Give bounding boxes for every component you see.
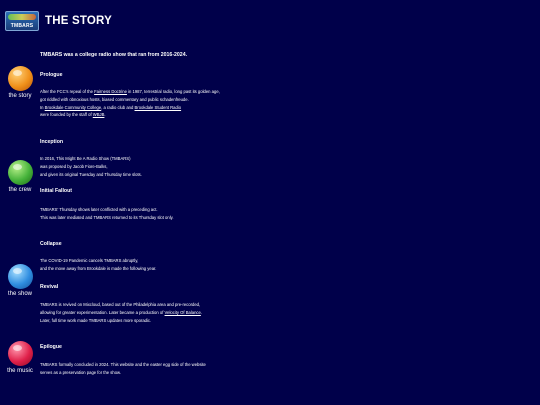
section-body-epilogue xyxy=(40,361,206,377)
text: allowing for greater experimentation. Later became a production of xyxy=(40,309,165,315)
page-title: THE STORY xyxy=(45,15,112,27)
text: . xyxy=(104,112,106,118)
nav-label: the music xyxy=(7,368,33,374)
nav-item-the-story[interactable] xyxy=(2,66,38,99)
text: , a radio club and xyxy=(101,104,135,110)
link-velocity-of-balance[interactable]: Velocity Of Balance xyxy=(164,309,201,315)
section-title-prologue: Prologue xyxy=(40,72,63,78)
text: were founded by the staff of xyxy=(40,112,93,118)
section-title-epilogue: Epilogue xyxy=(40,344,62,350)
text: . xyxy=(200,309,203,315)
link-wbjb[interactable]: WBJB xyxy=(92,112,105,118)
paragraph-line xyxy=(40,111,220,119)
orange-orb-icon xyxy=(8,66,33,91)
section-title-revival: Revival xyxy=(40,284,59,290)
paragraph-line: serves as a preservation page for the show. xyxy=(40,369,122,375)
section-body-inception xyxy=(40,155,142,178)
paragraph-line: Later, full time work made TMBARS updates more sporadic. xyxy=(40,317,152,323)
paragraph-line: was proposed by Jacob Fiore-Balks, xyxy=(40,163,108,169)
section-title-collapse: Collapse xyxy=(40,241,62,247)
nav-label: the show xyxy=(7,291,32,297)
paragraph-line: TMBARS formally concluded in 2024. This website and the easter egg side of the website xyxy=(40,362,206,367)
text: In xyxy=(40,104,45,110)
nav-item-the-show[interactable] xyxy=(2,264,38,297)
paragraph-line xyxy=(40,104,220,112)
paragraph-line: The COVID-19 Pandemic cancels TMBARS abruptly, xyxy=(40,258,139,263)
paragraph-line xyxy=(40,309,202,317)
section-body-collapse xyxy=(40,257,156,273)
paragraph-line: and the move away from Brookdale is made the following year. xyxy=(40,265,157,271)
text: in 1987, terrestrial radio, long past its golden age, xyxy=(126,89,220,94)
text: After the FCC's repeal of the xyxy=(40,89,95,94)
link-fairness-doctrine[interactable]: Fairness Doctrine xyxy=(94,89,127,94)
link-brookdale-student-radio[interactable]: Brookdale Student Radio xyxy=(134,104,182,110)
paragraph-line xyxy=(40,88,220,96)
link-brookdale-college[interactable]: Brookdale Community College xyxy=(44,104,102,110)
intro-text: TMBARS was a college radio show that ran from 2016-2024. xyxy=(40,52,188,58)
section-body-initial-fallout xyxy=(40,206,174,222)
nav-item-the-crew[interactable] xyxy=(2,160,38,193)
nav-label: the story xyxy=(8,93,32,99)
section-body-prologue xyxy=(40,88,220,119)
section-body-revival xyxy=(40,301,202,324)
paragraph-line: TMBARS' Thursday shows later conflicted with a preceding act. xyxy=(40,207,158,212)
green-orb-icon xyxy=(8,160,33,185)
red-orb-icon xyxy=(8,341,33,366)
paragraph-line: and given its original Tuesday and Thursday time slots. xyxy=(40,171,142,177)
nav-item-the-music[interactable] xyxy=(2,341,38,374)
site-header xyxy=(5,10,112,32)
paragraph-line: In 2016, This Might Be A Radio Show (TMBARS) xyxy=(40,156,131,161)
logo-swoosh xyxy=(8,14,36,20)
logo-text: TMBARS xyxy=(10,23,34,29)
blue-orb-icon xyxy=(8,264,33,289)
paragraph-line: TMBARS is revived on Mixcloud, based out of the Philadelphia area and pre-recorded, xyxy=(40,302,201,307)
section-title-initial-fallout: Initial Fallout xyxy=(40,188,72,194)
tmbars-logo[interactable] xyxy=(5,11,39,31)
nav-label: the crew xyxy=(8,187,32,193)
section-title-inception: Inception xyxy=(40,139,64,145)
paragraph-line: This was later mediated and TMBARS returned to its Thursday slot only. xyxy=(40,214,174,220)
paragraph-line: got riddled with obnoxious hosts, biased commentary and public schadenfreude. xyxy=(40,96,189,102)
